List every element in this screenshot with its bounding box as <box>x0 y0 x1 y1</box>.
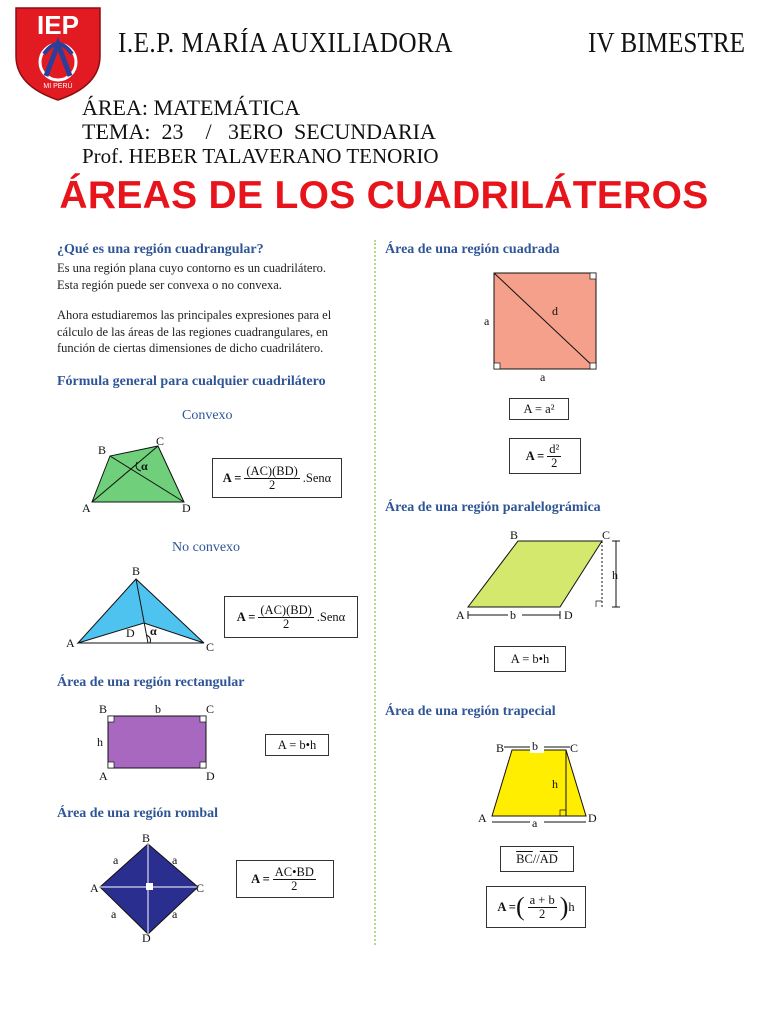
formula-lhs: A = <box>222 470 242 485</box>
text-line: Ahora estudiaremos las principales expresiones para el <box>57 308 332 322</box>
label-C: C <box>206 640 215 654</box>
label-a: a <box>113 853 119 867</box>
square-figure <box>480 263 610 388</box>
square-formula-diagonal <box>509 438 581 474</box>
rect-formula: A = b•h <box>265 734 329 756</box>
segment-bc: $\overline{BC}$ <box>516 851 533 866</box>
label-b: b <box>510 608 516 622</box>
question-title: ¿Qué es una región cuadrangular? <box>57 242 264 257</box>
general-formula-convex <box>212 458 342 498</box>
question-paragraph-1 <box>57 260 326 293</box>
formula-denominator: 2 <box>539 906 546 921</box>
logo-caption: MI PERÚ <box>43 83 73 90</box>
label-C: C <box>156 434 165 448</box>
formula-lhs: A = <box>236 609 256 624</box>
label-d: d <box>552 304 558 318</box>
formula-denominator: 2 <box>282 616 290 631</box>
paral-title: Área de una región paralelográmica <box>385 500 601 515</box>
parallel-symbol: // <box>532 851 540 866</box>
formula-numerator: AC•BD <box>274 864 314 879</box>
label-C: C <box>196 881 205 895</box>
label-a: a <box>172 853 178 867</box>
label-A: A <box>90 881 99 895</box>
label-A: A <box>99 769 108 783</box>
label-D: D <box>142 931 151 945</box>
label-C: C <box>602 528 611 542</box>
formula-denominator: 2 <box>551 455 558 470</box>
label-D: D <box>206 769 215 783</box>
label-a: a <box>540 370 546 383</box>
convex-label: Convexo <box>182 408 233 423</box>
label-D: D <box>182 501 191 515</box>
bimester-label: IV BIMESTRE <box>588 28 746 59</box>
rectangle-figure <box>92 700 222 790</box>
area-label: ÁREA: MATEMÁTICA <box>82 95 301 120</box>
logo-text: IEP <box>37 10 79 40</box>
formula-numerator: d² <box>549 441 560 456</box>
label-B: B <box>142 831 151 845</box>
column-divider <box>374 240 376 945</box>
rombo-formula <box>236 860 334 898</box>
text-line: Es una región plana cuyo contorno es un cuadrilátero. <box>57 261 327 275</box>
label-D: D <box>564 608 573 622</box>
convex-quadrilateral-figure <box>80 432 200 522</box>
text-line: cálculo de las áreas de las regiones cuadrangulares, en <box>57 324 329 339</box>
label-alpha: α <box>150 624 157 638</box>
label-D: D <box>588 811 597 825</box>
label-A: A <box>478 811 487 825</box>
text-line: función de ciertas dimensiones de dicho cuadrilátero. <box>57 341 324 355</box>
trap-title: Área de una región trapecial <box>385 704 556 719</box>
question-paragraph-2 <box>57 307 331 357</box>
formula-lhs: A = <box>251 871 270 886</box>
parallel-bases-note <box>500 846 574 872</box>
rect-title: Área de una región rectangular <box>57 675 245 690</box>
school-name: I.E.P. MARÍA AUXILIADORA <box>118 28 453 59</box>
rhombus-figure <box>86 830 216 953</box>
formula-tail: .Senα <box>316 609 346 624</box>
formula-tail: h <box>568 899 575 914</box>
general-formula-nonconvex <box>224 596 358 638</box>
text-line: Esta región puede ser convexa o no convexa. <box>57 277 282 292</box>
label-a: a <box>484 314 490 328</box>
tema-label: TEMA: 23 / 3ERO SECUNDARIA <box>82 119 436 144</box>
trapezoid-figure <box>474 736 614 837</box>
square-title: Área de una región cuadrada <box>385 242 560 257</box>
formula-numerator: (AC)(BD) <box>260 602 312 617</box>
label-b: b <box>155 702 161 716</box>
nonconvex-quadrilateral-figure <box>62 563 222 663</box>
paral-formula: A = b•h <box>494 646 566 672</box>
label-D: D <box>126 626 135 640</box>
square-formula-side: A = a² <box>509 398 569 420</box>
formula-lhs: A = <box>497 899 516 914</box>
label-b: b <box>532 739 538 753</box>
formula-numerator: (AC)(BD) <box>246 463 298 478</box>
label-a: a <box>532 816 538 830</box>
general-formula-title: Fórmula general para cualquier cuadrilátero <box>57 374 326 389</box>
label-a: a <box>172 907 178 921</box>
label-h: h <box>97 735 103 749</box>
label-B: B <box>510 528 519 542</box>
label-C: C <box>206 702 215 716</box>
professor-label: Prof. HEBER TALAVERANO TENORIO <box>82 144 439 168</box>
formula-lhs: A = <box>525 448 545 463</box>
trap-formula: A = ( $\frac{a + b}{2}$ ) h <box>486 886 586 928</box>
label-a: a <box>111 907 117 921</box>
label-B: B <box>99 702 108 716</box>
rombo-title: Área de una región rombal <box>57 806 219 821</box>
school-logo <box>12 4 104 102</box>
parallelogram-figure <box>452 527 632 632</box>
label-h: h <box>612 568 618 582</box>
label-alpha: α <box>141 459 148 473</box>
label-A: A <box>66 636 75 650</box>
segment-ad: $\overline{AD}$ <box>539 851 558 866</box>
label-B: B <box>496 741 505 755</box>
nonconvex-label: No convexo <box>172 540 241 555</box>
label-A: A <box>456 608 465 622</box>
label-C: C <box>570 741 579 755</box>
label-A: A <box>82 501 91 515</box>
page-title: ÁREAS DE LOS CUADRILÁTEROS <box>59 174 709 217</box>
label-h: h <box>552 777 558 791</box>
formula-numerator: a + b <box>529 892 555 907</box>
label-B: B <box>132 564 141 578</box>
label-B: B <box>98 443 107 457</box>
formula-tail: .Senα <box>302 470 332 485</box>
formula-denominator: 2 <box>291 878 298 893</box>
formula-denominator: 2 <box>268 477 276 492</box>
